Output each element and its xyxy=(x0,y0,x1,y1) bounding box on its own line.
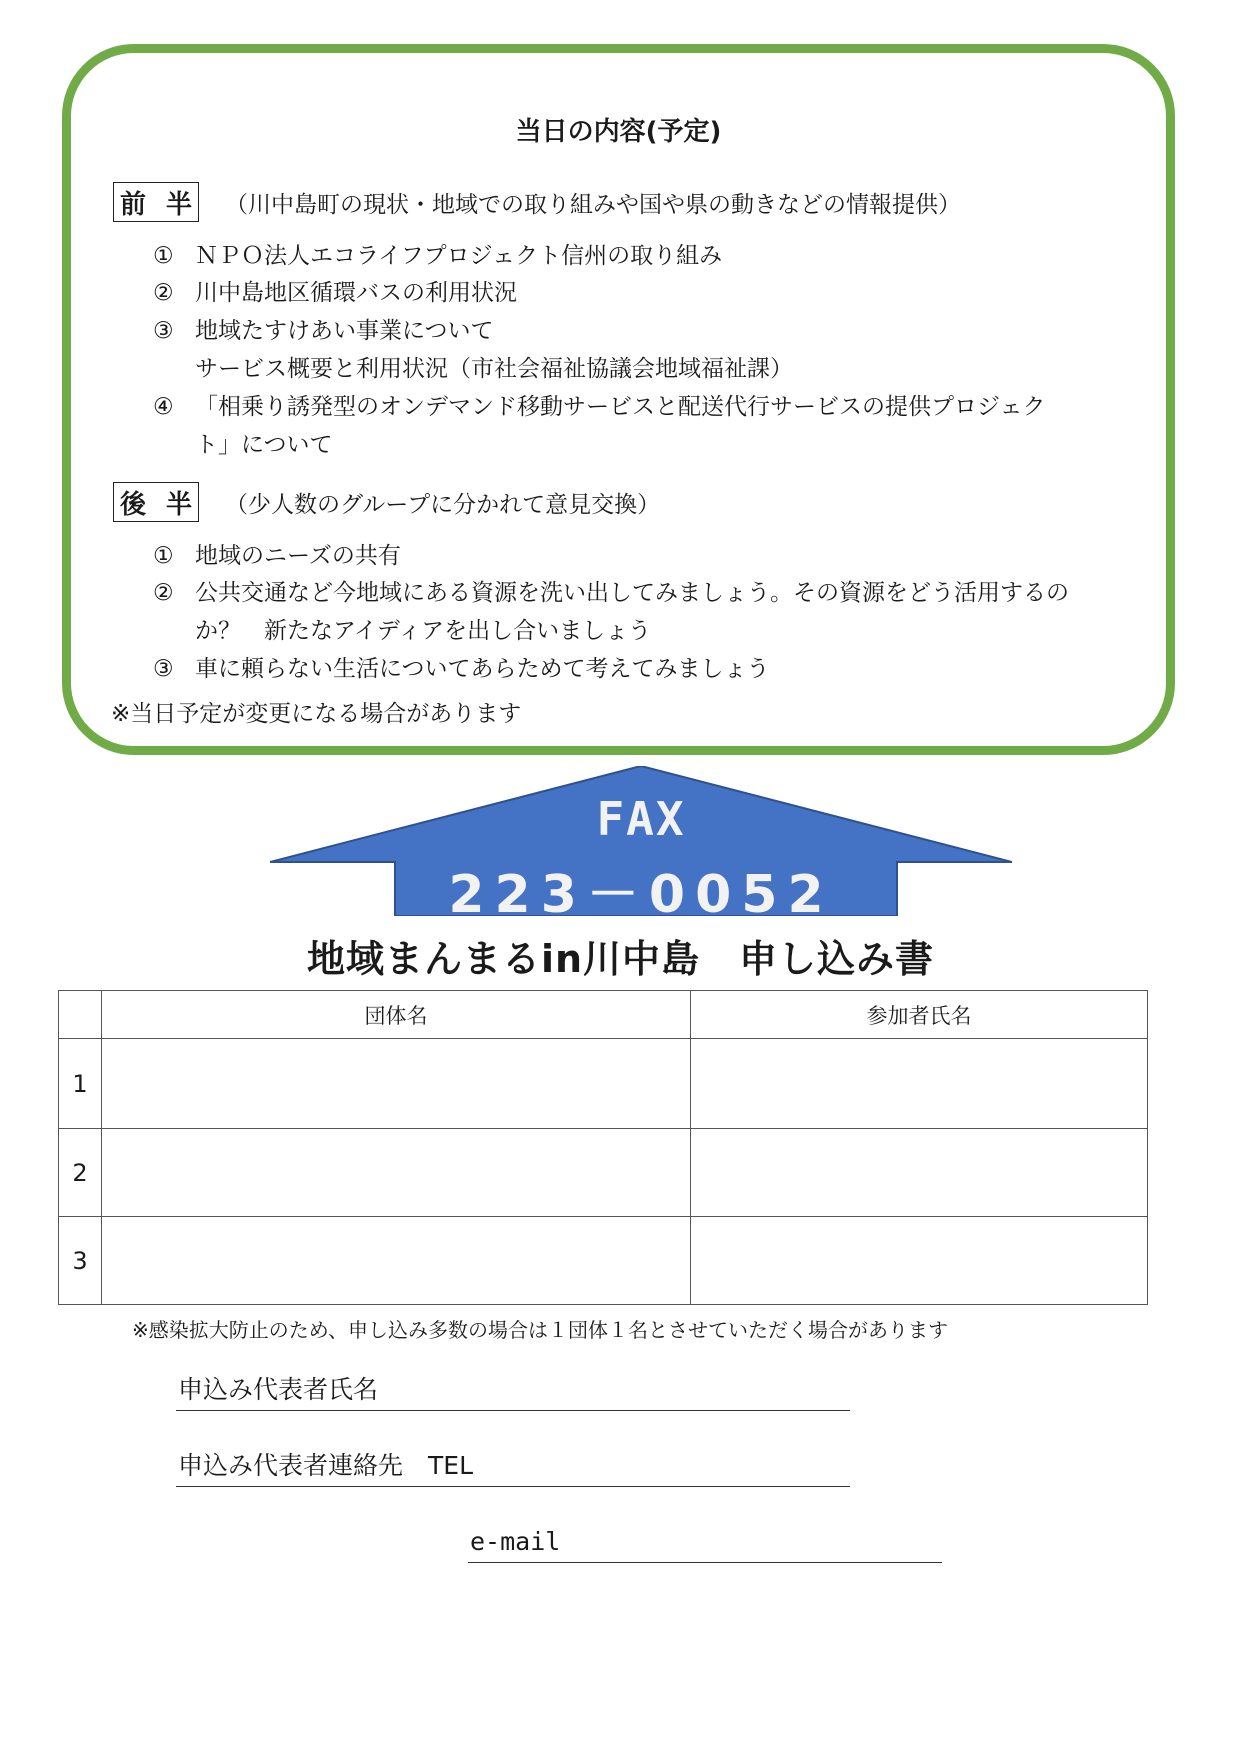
row-number: 3 xyxy=(59,1217,102,1305)
form-title: 地域まんまるin川中島 申し込み書 xyxy=(306,937,935,981)
schedule-note: ※当日予定が変更になる場合があります xyxy=(111,701,522,727)
table-note: ※感染拡大防止のため、申し込み多数の場合は１団体１名とさせていただく場合があります xyxy=(132,1318,948,1342)
table-header-participant: 参加者氏名 xyxy=(691,991,1148,1039)
first-half-item-4: ④ 「相乗り誘発型のオンデマンド移動サービスと配送代行サービスの提供プロジェク xyxy=(153,394,1046,420)
schedule-box xyxy=(62,44,1175,755)
first-half-label: 前 半 xyxy=(113,182,199,222)
table-row xyxy=(59,1039,1148,1129)
first-half-item-2: ② 川中島地区循環バスの利用状況 xyxy=(153,280,517,306)
first-half-item-3-line-2: サービス概要と利用状況（市社会福祉協議会地域福祉課） xyxy=(195,356,793,382)
schedule-title: 当日の内容(予定) xyxy=(515,117,722,147)
group-name-cell[interactable] xyxy=(102,1217,691,1305)
first-half-item-3: ③ 地域たすけあい事業について xyxy=(153,318,494,344)
participant-name-cell[interactable] xyxy=(691,1039,1148,1129)
row-number: 1 xyxy=(59,1039,102,1129)
registration-table xyxy=(58,990,1148,1305)
second-half-item-3: ③ 車に頼らない生活についてあらためて考えてみましょう xyxy=(153,656,770,682)
table-row xyxy=(59,1217,1148,1305)
first-half-item-4-line-2: ト」について xyxy=(195,432,333,458)
second-half-item-2: ② 公共交通など今地域にある資源を洗い出してみましょう。その資源をどう活用するの xyxy=(153,580,1069,606)
row-number: 2 xyxy=(59,1129,102,1217)
rep-name-field[interactable] xyxy=(176,1374,850,1411)
table-row xyxy=(59,1129,1148,1217)
email-label: e-mail xyxy=(470,1527,561,1556)
fax-label: FAX xyxy=(596,792,686,846)
table-header-no xyxy=(59,991,102,1039)
second-half-label: 後 半 xyxy=(113,482,199,522)
first-half-item-1: ① ＮＰＯ法人エコライフプロジェクト信州の取り組み xyxy=(153,243,723,269)
second-half-item-2-line-2: か？ 新たなアイディアを出し合いましょう xyxy=(195,618,652,644)
group-name-cell[interactable] xyxy=(102,1129,691,1217)
table-header-group: 団体名 xyxy=(102,991,691,1039)
rep-name-label: 申込み代表者氏名 xyxy=(178,1375,379,1404)
email-field[interactable] xyxy=(468,1526,942,1563)
fax-number: 223－0052 xyxy=(448,865,834,925)
rep-contact-field[interactable] xyxy=(176,1450,850,1487)
rep-contact-label: 申込み代表者連絡先 TEL xyxy=(178,1451,473,1480)
second-half-description: （少人数のグループに分かれて意見交換） xyxy=(225,492,661,518)
first-half-description: （川中島町の現状・地域での取り組みや国や県の動きなどの情報提供） xyxy=(225,192,961,218)
participant-name-cell[interactable] xyxy=(691,1129,1148,1217)
second-half-item-1: ① 地域のニーズの共有 xyxy=(153,543,401,569)
fax-banner xyxy=(270,766,1012,925)
group-name-cell[interactable] xyxy=(102,1039,691,1129)
table-header-row xyxy=(59,991,1148,1039)
participant-name-cell[interactable] xyxy=(691,1217,1148,1305)
